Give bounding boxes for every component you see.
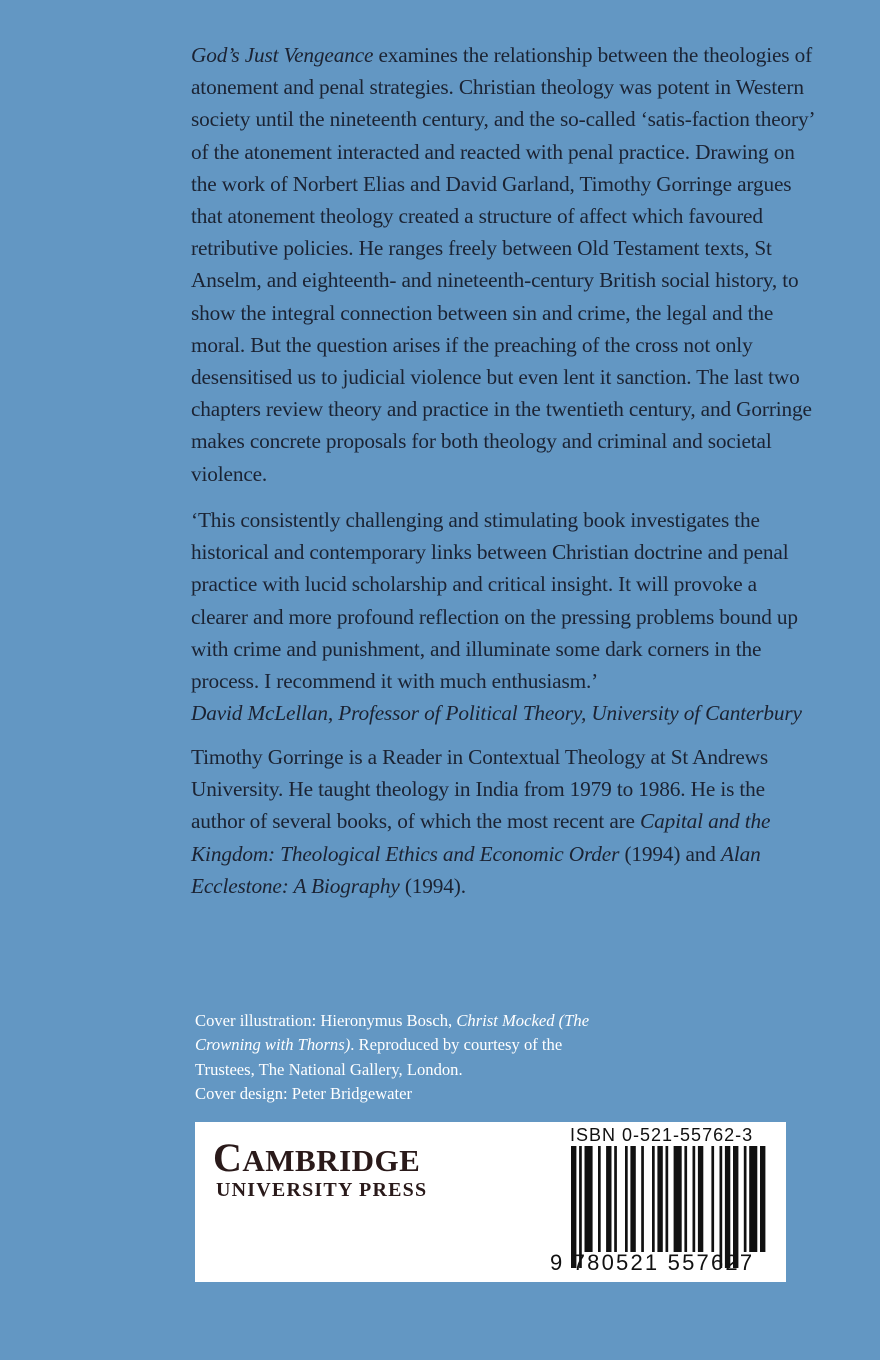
barcode-bar: [614, 1146, 617, 1252]
barcode-bar: [760, 1146, 765, 1252]
book2-year: (1994).: [399, 873, 466, 898]
review-quote: ‘This consistently challenging and stimulating book investigates the historical and contemporary links between Christian doctrine and penal practice with lucid scholarship and critical insight. It will provoke a clearer and more profound reflection on the pressing problems bound up with crime and punishment, and illuminate some dark corners in the process. I recommend it with much enthusiasm.’: [191, 508, 798, 694]
description-text: examines the relationship between the theologies of atonement and penal strategies. Christian theology was potent in Western society until the nineteenth century, and the so-called ‘satis-faction theory’ of the atonement interacted and reacted with penal practice. Drawing on the work of Norbert Elias and David Garland, Timothy Gorringe argues that atonement theology created a structure of affect which favoured retributive policies. He ranges freely between Old Testament texts, St Anselm, and eighteenth- and nineteenth-century British social history, to show the integral connection between sin and crime, the legal and the moral. But the question arises if the preaching of the cross not only desensitised us to judicial violence but even lent it sanction. The last two chapters review theory and practice in the twentieth century, and Gorringe makes concrete proposals for both theology and criminal and societal violence.: [191, 43, 814, 486]
barcode-bar: [625, 1146, 628, 1252]
barcode-bar: [693, 1146, 696, 1252]
author-bio-text: Timothy Gorringe is a Reader in Contextual Theology at St Andrews University. He taught theology in India from 1979 to 1986. He is the author of several books, of which the most recent are: [191, 745, 769, 834]
review-paragraph: [191, 504, 816, 729]
barcode-bar: [684, 1146, 687, 1252]
barcode-bar: [652, 1146, 655, 1252]
illustration-credit: Cover illustration: Hieronymus Bosch, Christ Mocked (The Crowning with Thorns). Reproduced by courtesy of the Trustees, The National Gallery, London.: [195, 1011, 590, 1079]
barcode-bar: [666, 1146, 669, 1252]
isbn-label: ISBN 0-521-55762-3: [570, 1125, 754, 1145]
barcode-bar: [641, 1146, 644, 1252]
publisher-isbn-panel: [195, 1122, 786, 1282]
book-title: God’s Just Vengeance: [191, 43, 374, 67]
barcode-number: 9 780521 557627: [550, 1250, 755, 1275]
publisher-subline: UNIVERSITY PRESS: [216, 1179, 428, 1201]
cover-credits: [195, 1009, 615, 1107]
design-credit: Cover design: Peter Bridgewater: [195, 1084, 413, 1104]
barcode-bar: [744, 1146, 747, 1252]
barcode-bar: [698, 1146, 703, 1252]
barcode-bar: [606, 1146, 611, 1252]
barcode-bar: [585, 1146, 593, 1252]
barcode-bar: [711, 1146, 714, 1252]
book1-year: (1994) and: [619, 841, 721, 866]
book-title-alan-ecclestone: Alan Ecclestone: A Biography: [191, 841, 761, 898]
book-title-capital-kingdom: Capital and the Kingdom: Theological Ethics and Economic Order: [191, 809, 771, 866]
barcode-bar: [630, 1146, 635, 1252]
review-attribution: David McLellan, Professor of Political Theory, University of Canterbury: [191, 701, 802, 726]
barcode-bar: [674, 1146, 682, 1252]
barcode-bar: [749, 1146, 757, 1252]
publisher-logo: CAMBRIDGE: [213, 1135, 421, 1180]
barcode-bar: [657, 1146, 662, 1252]
illustration-title: Christ Mocked (The Crowning with Thorns): [195, 1011, 590, 1055]
barcode-bar: [598, 1146, 601, 1252]
author-bio-paragraph: [191, 741, 816, 902]
description-paragraph: [191, 39, 816, 490]
